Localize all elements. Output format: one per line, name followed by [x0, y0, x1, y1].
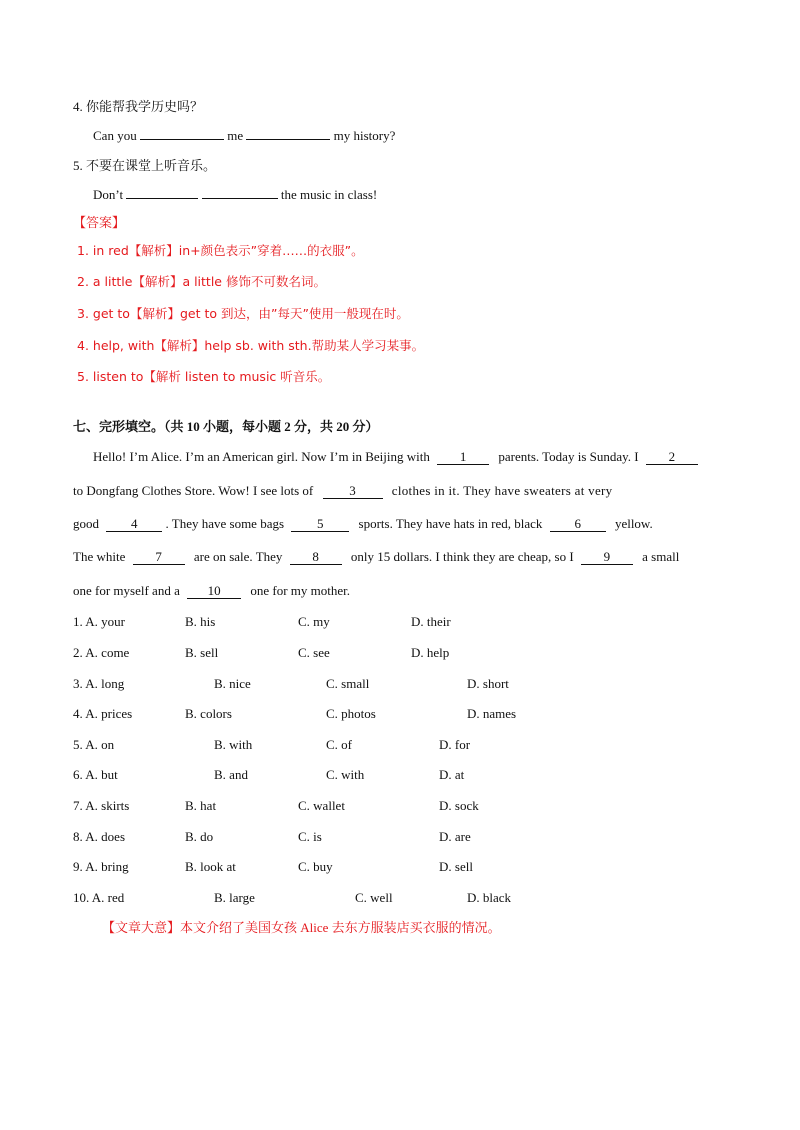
question-10-option-d[interactable]: D. black: [467, 890, 512, 905]
question-9-option-b[interactable]: B. look at: [185, 859, 236, 874]
question-3-option-c[interactable]: C. small: [326, 676, 370, 691]
question-5-option-b[interactable]: B. with: [214, 737, 253, 752]
cloze-blank-5[interactable]: 5: [291, 517, 349, 532]
question-3-option-d[interactable]: D. short: [467, 676, 509, 691]
passage-line-3: good 4 . They have some bags 5 sports. They have hats in red, black 6 yellow.: [73, 516, 653, 531]
passage-line-4: The white 7 are on sale. They 8 only 15 dollars. I think they are cheap, so I 9 a small: [73, 549, 680, 564]
question-2-option-a[interactable]: 2. A. come: [73, 645, 130, 660]
answer-blank[interactable]: [140, 139, 224, 140]
question-6-option-c[interactable]: C. with: [326, 767, 365, 782]
question-9-option-a[interactable]: 9. A. bring: [73, 859, 129, 874]
question-6-option-d[interactable]: D. at: [439, 767, 465, 782]
article-summary: 【文章大意】本文介绍了美国女孩 Alice 去东方服装店买衣服的情况。: [102, 920, 501, 935]
question-9-option-c[interactable]: C. buy: [298, 859, 333, 874]
answer-item: 2. a little【解析】a little 修饰不可数名词。: [77, 274, 326, 289]
question-5-option-d[interactable]: D. for: [439, 737, 471, 752]
question-4-option-c[interactable]: C. photos: [326, 706, 376, 721]
question-10-option-b[interactable]: B. large: [214, 890, 255, 905]
cloze-blank-3[interactable]: 3: [323, 484, 383, 499]
answer-blank[interactable]: [126, 198, 198, 199]
question-1-option-d[interactable]: D. their: [411, 614, 451, 629]
question-8-option-b[interactable]: B. do: [185, 829, 214, 844]
question-3-option-b[interactable]: B. nice: [214, 676, 251, 691]
question-4-option-a[interactable]: 4. A. prices: [73, 706, 133, 721]
question-7-option-d[interactable]: D. sock: [439, 798, 479, 813]
question-9-option-d[interactable]: D. sell: [439, 859, 473, 874]
answer-header: 【答案】: [73, 215, 126, 230]
answer-blank[interactable]: [246, 139, 330, 140]
question-2-option-c[interactable]: C. see: [298, 645, 330, 660]
answer-item: 3. get to【解析】get to 到达，由”每天”使用一般现在时。: [77, 306, 409, 321]
passage-line-5: one for myself and a 10 one for my mother.: [73, 583, 351, 598]
question-7-option-c[interactable]: C. wallet: [298, 798, 345, 813]
question-4-chinese: 4. 你能帮我学历史吗？: [73, 99, 204, 114]
question-3-option-a[interactable]: 3. A. long: [73, 676, 125, 691]
question-5-english: Don’t the music in class!: [93, 187, 378, 202]
question-6-option-a[interactable]: 6. A. but: [73, 767, 118, 782]
question-8-option-d[interactable]: D. are: [439, 829, 471, 844]
question-10-option-c[interactable]: C. well: [355, 890, 393, 905]
question-7-option-a[interactable]: 7. A. skirts: [73, 798, 130, 813]
question-7-option-b[interactable]: B. hat: [185, 798, 217, 813]
question-8-option-a[interactable]: 8. A. does: [73, 829, 125, 844]
question-5-chinese: 5. 不要在课堂上听音乐。: [73, 158, 217, 173]
answer-item: 4. help, with【解析】help sb. with sth.帮助某人学习某事。: [77, 338, 425, 353]
cloze-blank-7[interactable]: 7: [133, 550, 185, 565]
question-5-option-a[interactable]: 5. A. on: [73, 737, 115, 752]
question-2-option-b[interactable]: B. sell: [185, 645, 219, 660]
cloze-blank-2[interactable]: 2: [646, 450, 698, 465]
question-4-english: Can you me my history?: [93, 128, 396, 143]
answer-blank[interactable]: [202, 198, 278, 199]
passage-line-1: Hello! I’m Alice. I’m an American girl. Now I’m in Beijing with 1 parents. Today is Sunday. I 2: [93, 448, 698, 466]
question-1-option-a[interactable]: 1. A. your: [73, 614, 125, 629]
cloze-blank-8[interactable]: 8: [290, 550, 342, 565]
question-10-option-a[interactable]: 10. A. red: [73, 890, 125, 905]
question-4-option-b[interactable]: B. colors: [185, 706, 232, 721]
cloze-blank-9[interactable]: 9: [581, 550, 633, 565]
answer-item: 5. listen to【解析 listen to music 听音乐。: [77, 369, 331, 384]
question-1-option-c[interactable]: C. my: [298, 614, 330, 629]
cloze-blank-6[interactable]: 6: [550, 517, 606, 532]
question-4-option-d[interactable]: D. names: [467, 706, 517, 721]
question-6-option-b[interactable]: B. and: [214, 767, 248, 782]
question-1-option-b[interactable]: B. his: [185, 614, 216, 629]
question-5-option-c[interactable]: C. of: [326, 737, 352, 752]
answer-item: 1. in red【解析】in+颜色表示”穿着……的衣服”。: [77, 243, 364, 258]
cloze-blank-1[interactable]: 1: [437, 450, 489, 465]
passage-line-2: to Dongfang Clothes Store. Wow! I see lots of 3 clothes in it. They have sweaters at very: [73, 483, 613, 498]
question-2-option-d[interactable]: D. help: [411, 645, 450, 660]
question-8-option-c[interactable]: C. is: [298, 829, 322, 844]
cloze-blank-10[interactable]: 10: [187, 584, 241, 599]
section-title: 七、完形填空。（共 10 小题，每小题 2 分，共 20 分）: [73, 419, 379, 434]
cloze-blank-4[interactable]: 4: [106, 517, 162, 532]
